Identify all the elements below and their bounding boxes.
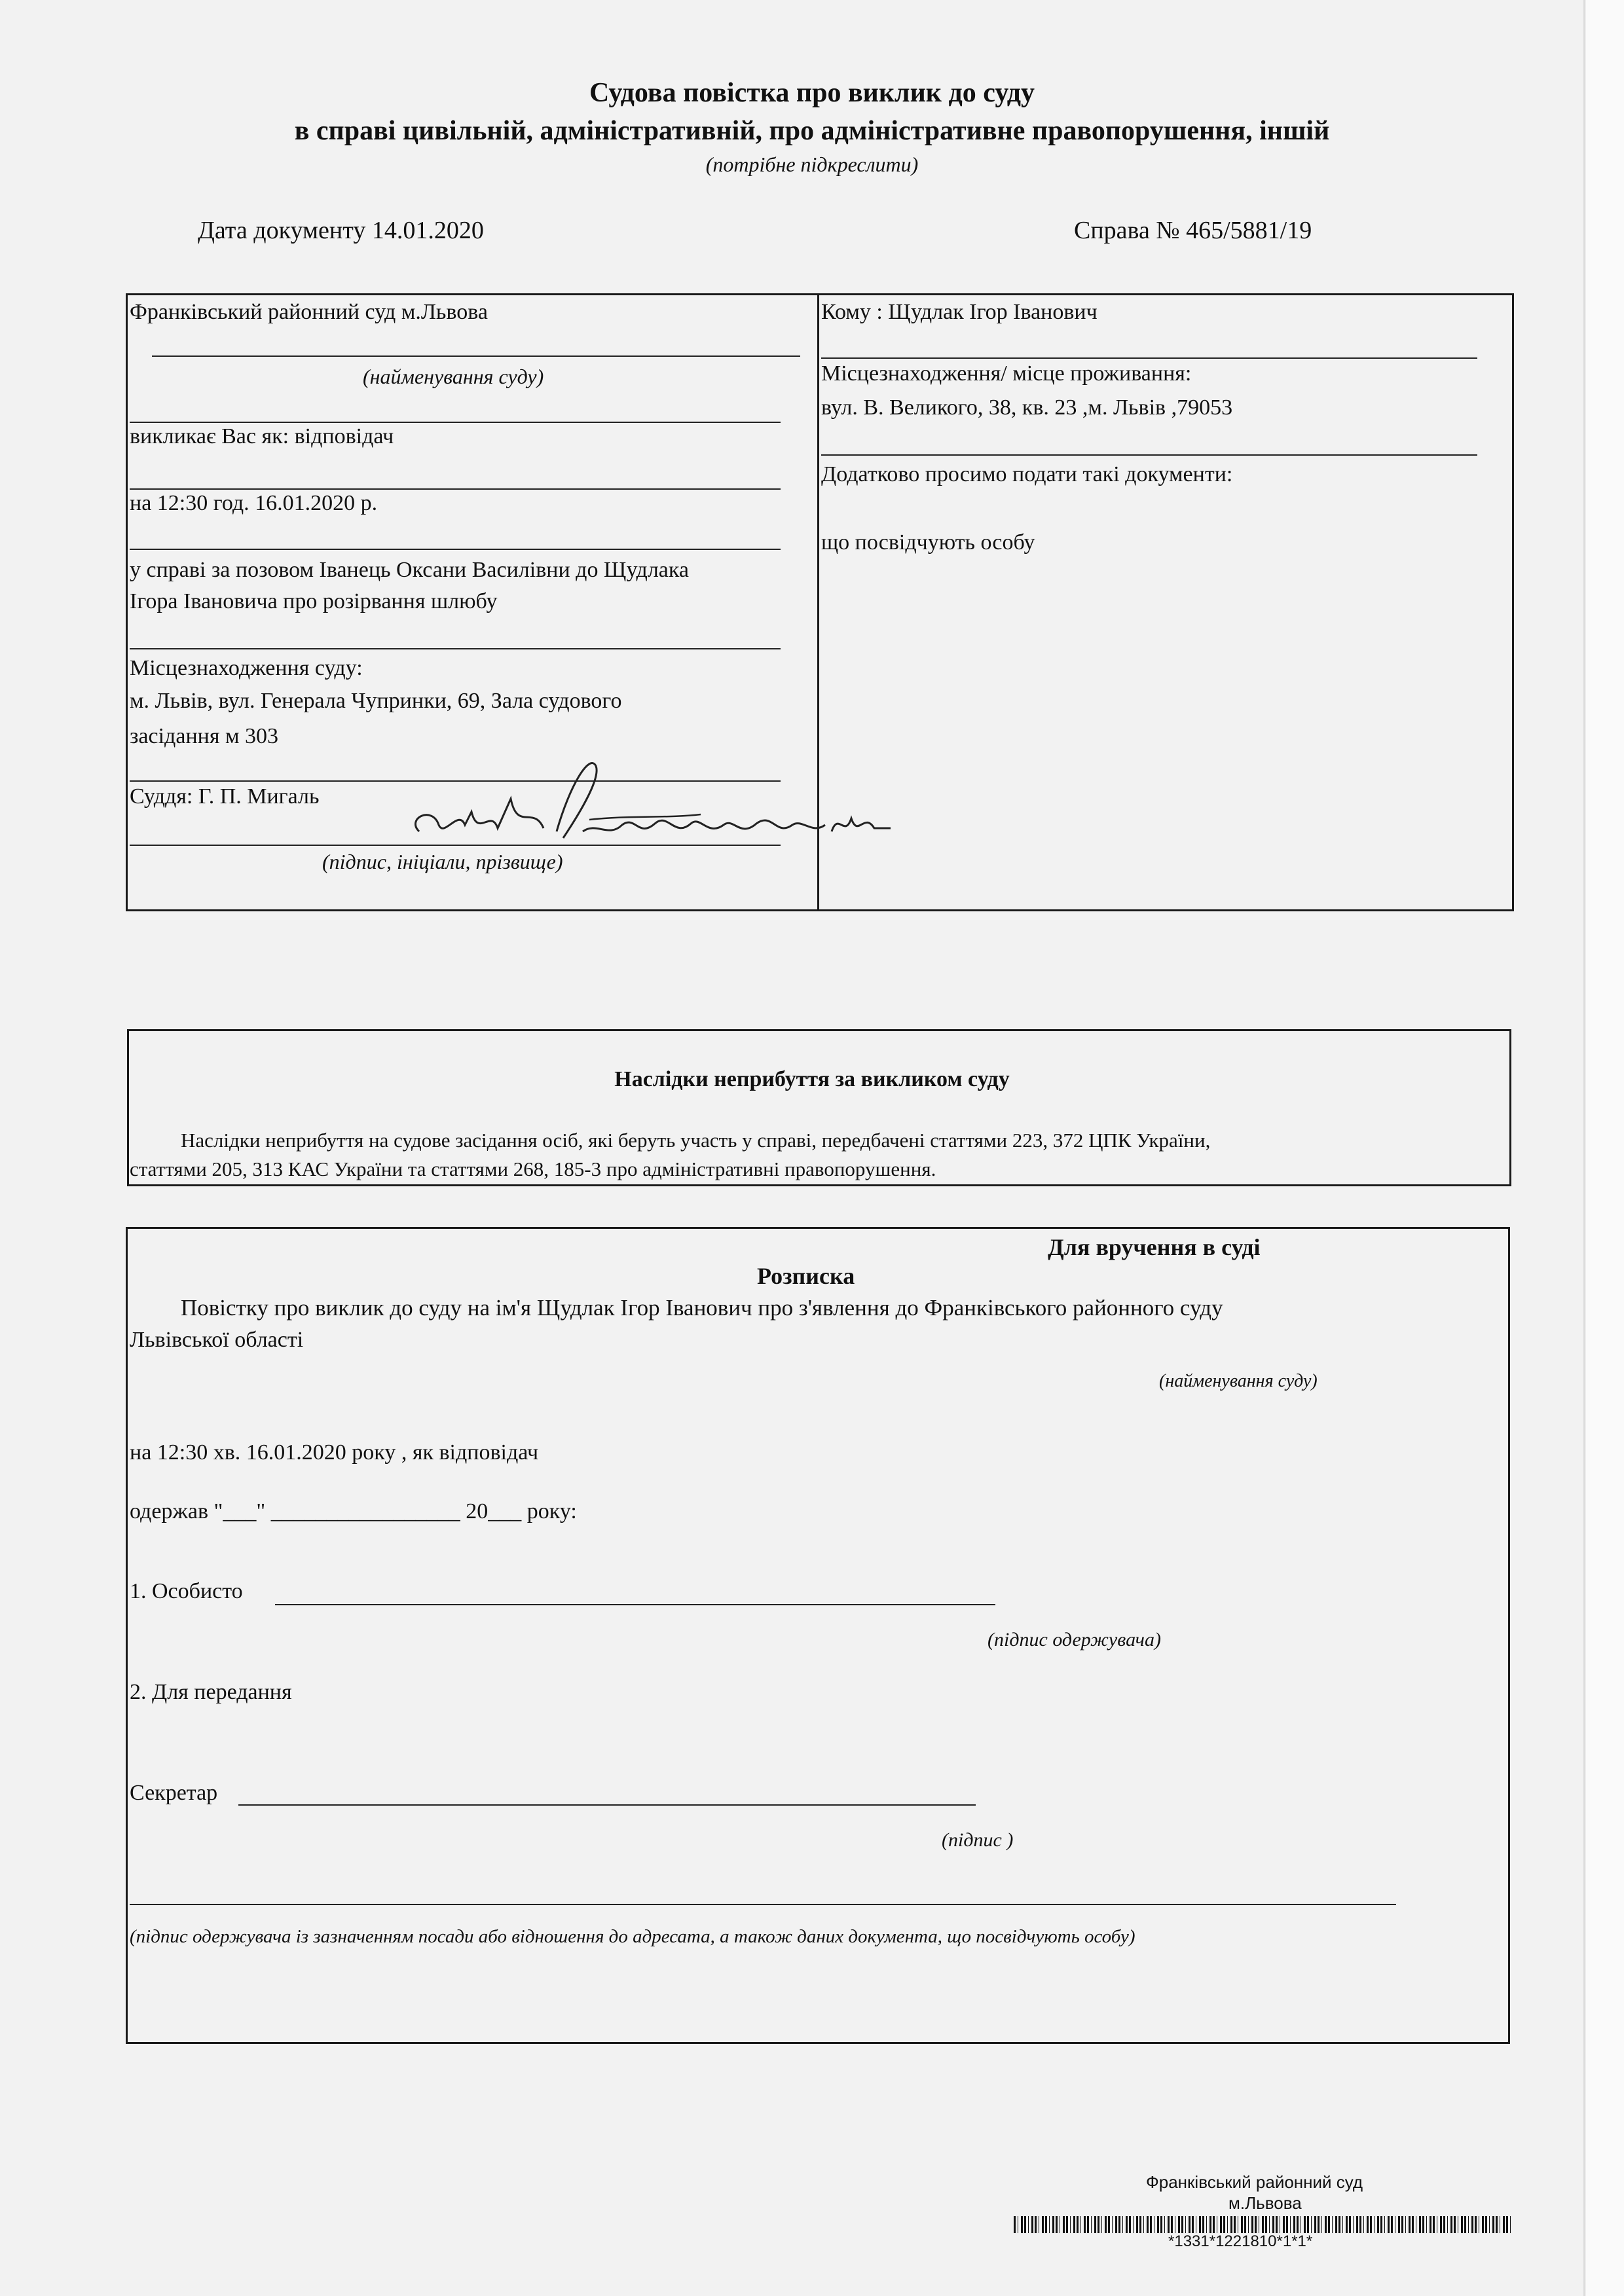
document-title-line2: в справі цивільній, адміністративній, про адміністративне правопорушення, іншій <box>294 116 1330 146</box>
date-value: 14.01.2020 <box>371 217 484 244</box>
recipient-name: Кому : Щудлак Ігор Іванович <box>821 300 1098 324</box>
consequences-text-line1: Наслідки неприбуття на судове засідання осіб, які беруть участь у справі, передбачені статтями 223, 372 ЦПК України, <box>181 1129 1211 1152</box>
handwritten-signature <box>393 746 917 877</box>
extra-documents-label: Додатково просимо подати такі документи: <box>821 462 1233 486</box>
residence-label: Місцезнаходження/ місце проживання: <box>821 361 1192 386</box>
underline-note: (потрібне підкреслити) <box>705 153 919 176</box>
summons-role: викликає Вас як: відповідач <box>130 424 394 448</box>
appearance-time: на 12:30 год. 16.01.2020 р. <box>130 491 378 515</box>
receipt-time-line: на 12:30 хв. 16.01.2020 року , як відповідач <box>130 1440 539 1465</box>
separator-line <box>821 357 1477 359</box>
separator-line <box>821 454 1477 456</box>
receipt-text-line1: Повістку про виклик до суду на ім'я Щудлак Ігор Іванович про з'явлення до Франківського районного суду <box>181 1295 1223 1321</box>
separator-line <box>130 549 781 550</box>
receipt-text-line2: Львівської області <box>130 1328 304 1352</box>
judge-name: Суддя: Г. П. Мигаль <box>130 784 320 809</box>
document-barcode <box>1014 2216 1511 2233</box>
court-location-line1: м. Львів, вул. Генерала Чупринки, 69, Зала судового <box>130 689 622 713</box>
page-edge-shadow <box>1583 0 1585 2296</box>
receipt-court-caption: (найменування суду) <box>1159 1371 1318 1391</box>
consequences-title: Наслідки неприбуття за викликом суду <box>614 1067 1010 1091</box>
extra-documents-value: що посвідчують особу <box>821 530 1035 555</box>
receipt-title: Розписка <box>757 1263 855 1289</box>
separator-line <box>130 422 781 423</box>
signature-caption: (підпис, ініціали, прізвище) <box>322 850 563 873</box>
personally-label: 1. Особисто <box>130 1579 243 1603</box>
court-stamp-line2: м.Львова <box>1228 2193 1302 2213</box>
receipt-box <box>126 1227 1510 2044</box>
case-description-line2: Ігора Івановича про розірвання шлюбу <box>130 589 498 613</box>
date-label: Дата документу <box>198 217 366 244</box>
court-name: Франківський районний суд м.Львова <box>130 300 488 324</box>
case-number <box>1074 216 1312 245</box>
document-title-line1: Судова повістка про виклик до суду <box>589 78 1035 108</box>
barcode-text: *1331*1221810*1*1* <box>1168 2232 1313 2250</box>
case-description-line1: у справі за позовом Іванець Оксани Василівни до Щудлака <box>130 558 689 582</box>
consequences-text-line2: статтями 205, 313 КАС України та статтями 268, 185-3 про адміністративні правопорушення. <box>130 1157 936 1180</box>
court-location-line2: засідання м 303 <box>130 724 278 748</box>
page-edge <box>1586 0 1624 2296</box>
recipient-signature-caption: (підпис одержувача) <box>987 1629 1161 1650</box>
case-number-value: 465/5881/19 <box>1186 217 1312 244</box>
court-stamp-line1: Франківський районний суд <box>1146 2172 1363 2192</box>
transfer-label: 2. Для передання <box>130 1680 292 1704</box>
bottom-signature-caption: (підпис одержувача із зазначенням посади або відношення до адресата, а також даних документа, що посвідчують особу) <box>130 1926 1135 1947</box>
residence-address: вул. В. Великого, 38, кв. 23 ,м. Львів ,79053 <box>821 395 1233 420</box>
secretary-signature-caption: (підпис ) <box>942 1829 1014 1851</box>
case-label: Справа № <box>1074 217 1180 244</box>
court-name-caption: (найменування суду) <box>363 365 544 388</box>
secretary-signature-line <box>238 1804 976 1806</box>
court-name-line <box>152 355 800 357</box>
received-date-line: одержав "___" _________________ 20___ року: <box>130 1499 577 1523</box>
separator-line <box>130 488 781 490</box>
court-location-label: Місцезнаходження суду: <box>130 656 363 680</box>
secretary-label: Секретар <box>130 1781 218 1805</box>
document-date <box>198 216 484 245</box>
bottom-signature-line <box>130 1904 1396 1905</box>
separator-line <box>130 648 781 649</box>
for-court-label: Для вручення в суді <box>1048 1234 1261 1260</box>
personally-signature-line <box>275 1604 995 1605</box>
